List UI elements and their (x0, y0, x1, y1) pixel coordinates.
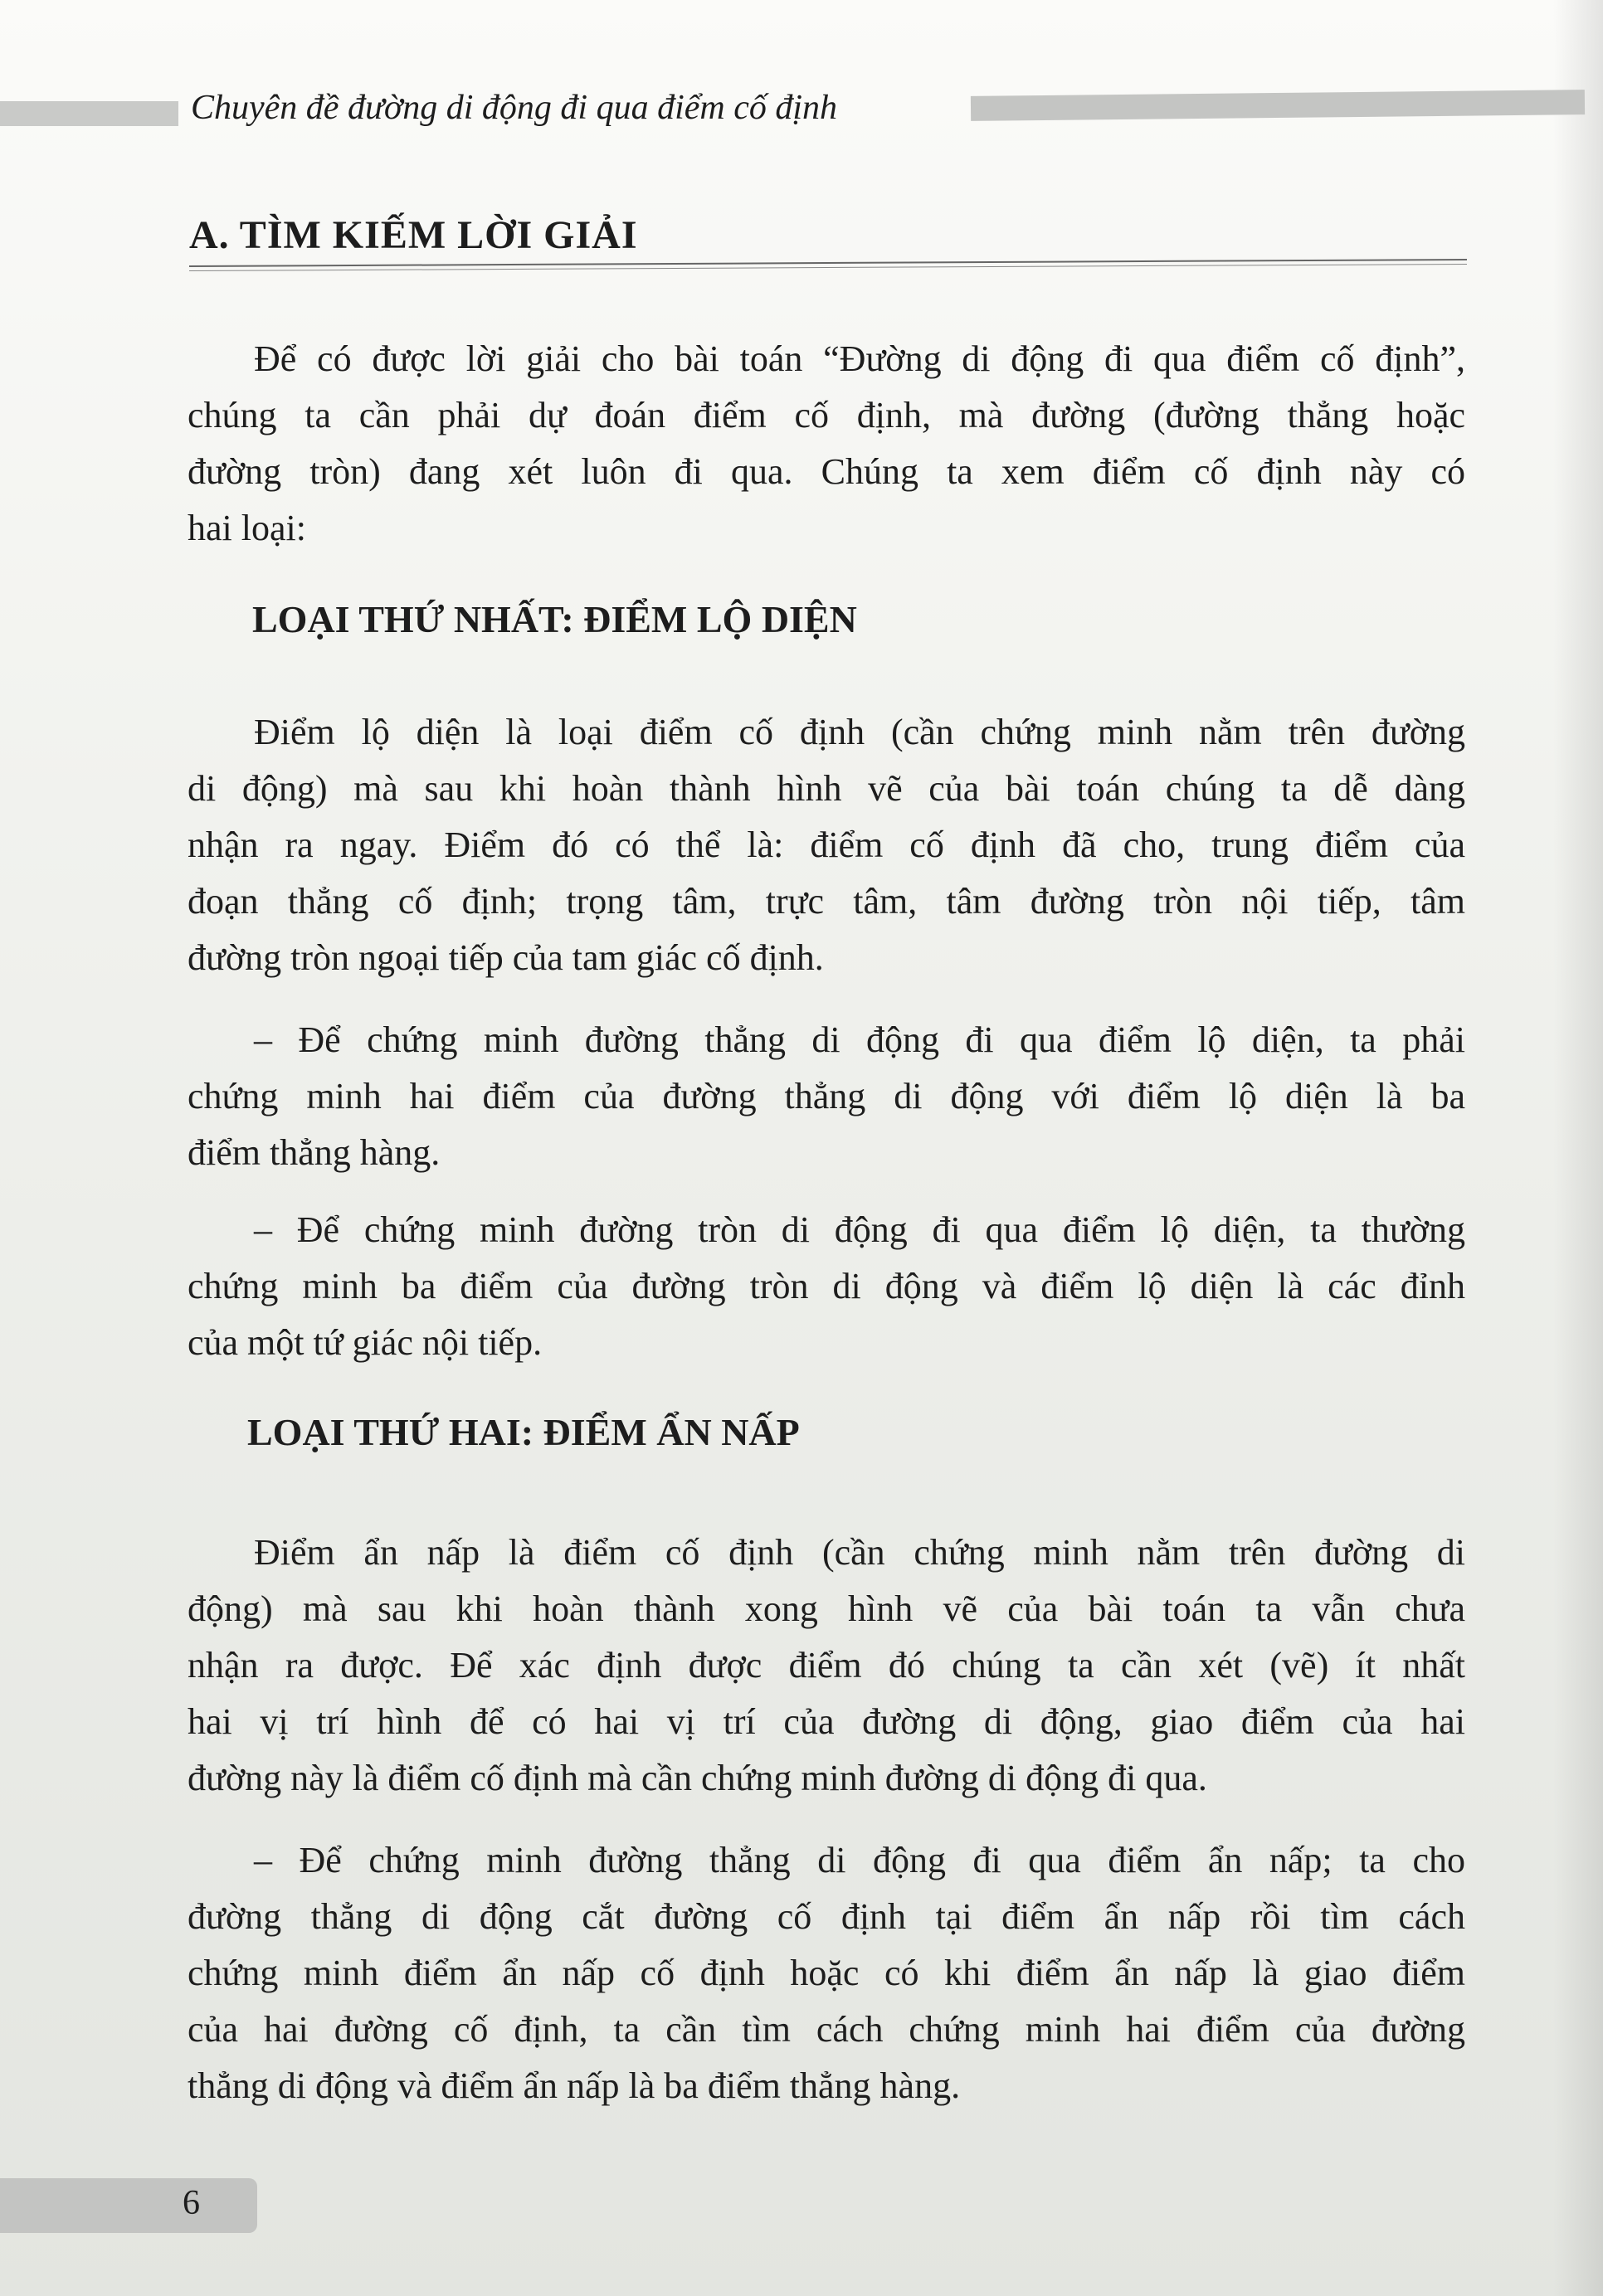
paragraph-6 (188, 1832, 1465, 2114)
text-line: hai vị trí hình để có hai vị trí của đường di động, giao điểm của hai (188, 1701, 1465, 1742)
page-number-bar (0, 2178, 257, 2233)
text-line: nhận ra ngay. Điểm đó có thể là: điểm cố định đã cho, trung điểm của (188, 825, 1465, 865)
text-line: đường thẳng di động cắt đường cố định tại điểm ẩn nấp rồi tìm cách (188, 1896, 1465, 1937)
running-header: Chuyên đề đường di động đi qua điểm cố định (191, 89, 838, 127)
running-header-bar-left (0, 101, 178, 126)
text-line: hai loại: (188, 508, 306, 548)
text-line: đoạn thẳng cố định; trọng tâm, trực tâm, tâm đường tròn nội tiếp, tâm (188, 881, 1465, 922)
text-line: chúng ta cần phải dự đoán điểm cố định, mà đường (đường thẳng hoặc (188, 395, 1465, 435)
text-line: đường tròn ngoại tiếp của tam giác cố định. (188, 937, 824, 978)
text-line: chứng minh ba điểm của đường tròn di động và điểm lộ diện là các đỉnh (188, 1266, 1465, 1306)
text-line: chứng minh điểm ẩn nấp cố định hoặc có khi điểm ẩn nấp là giao điểm (188, 1953, 1465, 1993)
heading-type-1: LOẠI THỨ NHẤT: ĐIỂM LỘ DIỆN (252, 598, 857, 640)
paragraph-4 (188, 1202, 1465, 1371)
text-line: đường tròn) đang xét luôn đi qua. Chúng ta xem điểm cố định này có (188, 451, 1465, 492)
paragraph-5 (188, 1525, 1465, 1807)
heading-type-2: LOẠI THỨ HAI: ĐIỂM ẨN NẤP (247, 1411, 800, 1453)
paragraph-1 (188, 331, 1465, 557)
text-line: – Để chứng minh đường tròn di động đi qua điểm lộ diện, ta thường (254, 1209, 1465, 1250)
section-title: A. TÌM KIẾM LỜI GIẢI (189, 213, 638, 257)
text-line: nhận ra được. Để xác định được điểm đó chúng ta cần xét (vẽ) ít nhất (188, 1645, 1465, 1686)
text-line: – Để chứng minh đường thẳng di động đi qua điểm ẩn nấp; ta cho (254, 1840, 1465, 1880)
text-line: đường này là điểm cố định mà cần chứng minh đường di động đi qua. (188, 1758, 1207, 1798)
text-line: Điểm lộ diện là loại điểm cố định (cần chứng minh nằm trên đường (254, 712, 1465, 752)
text-line: Để có được lời giải cho bài toán “Đường di động đi qua điểm cố định”, (254, 338, 1465, 379)
section-title-rule (189, 259, 1467, 271)
running-header-bar-right (971, 90, 1585, 121)
text-line: chứng minh hai điểm của đường thẳng di động với điểm lộ diện là ba (188, 1076, 1465, 1116)
paragraph-2 (188, 704, 1465, 986)
page-edge-shadow (1553, 0, 1603, 2296)
text-line: động) mà sau khi hoàn thành xong hình vẽ của bài toán ta vẫn chưa (188, 1588, 1465, 1629)
text-line: điểm thẳng hàng. (188, 1132, 441, 1173)
text-line: của hai đường cố định, ta cần tìm cách chứng minh hai điểm của đường (188, 2009, 1465, 2050)
paragraph-3 (188, 1012, 1465, 1181)
page-number: 6 (183, 2184, 200, 2222)
text-line: Điểm ẩn nấp là điểm cố định (cần chứng minh nằm trên đường di (254, 1532, 1465, 1573)
text-line: di động) mà sau khi hoàn thành hình vẽ của bài toán chúng ta dễ dàng (188, 768, 1465, 809)
text-line: của một tứ giác nội tiếp. (188, 1322, 543, 1363)
text-line: thẳng di động và điểm ẩn nấp là ba điểm thẳng hàng. (188, 2065, 961, 2106)
text-line: – Để chứng minh đường thẳng di động đi qua điểm lộ diện, ta phải (254, 1019, 1465, 1060)
